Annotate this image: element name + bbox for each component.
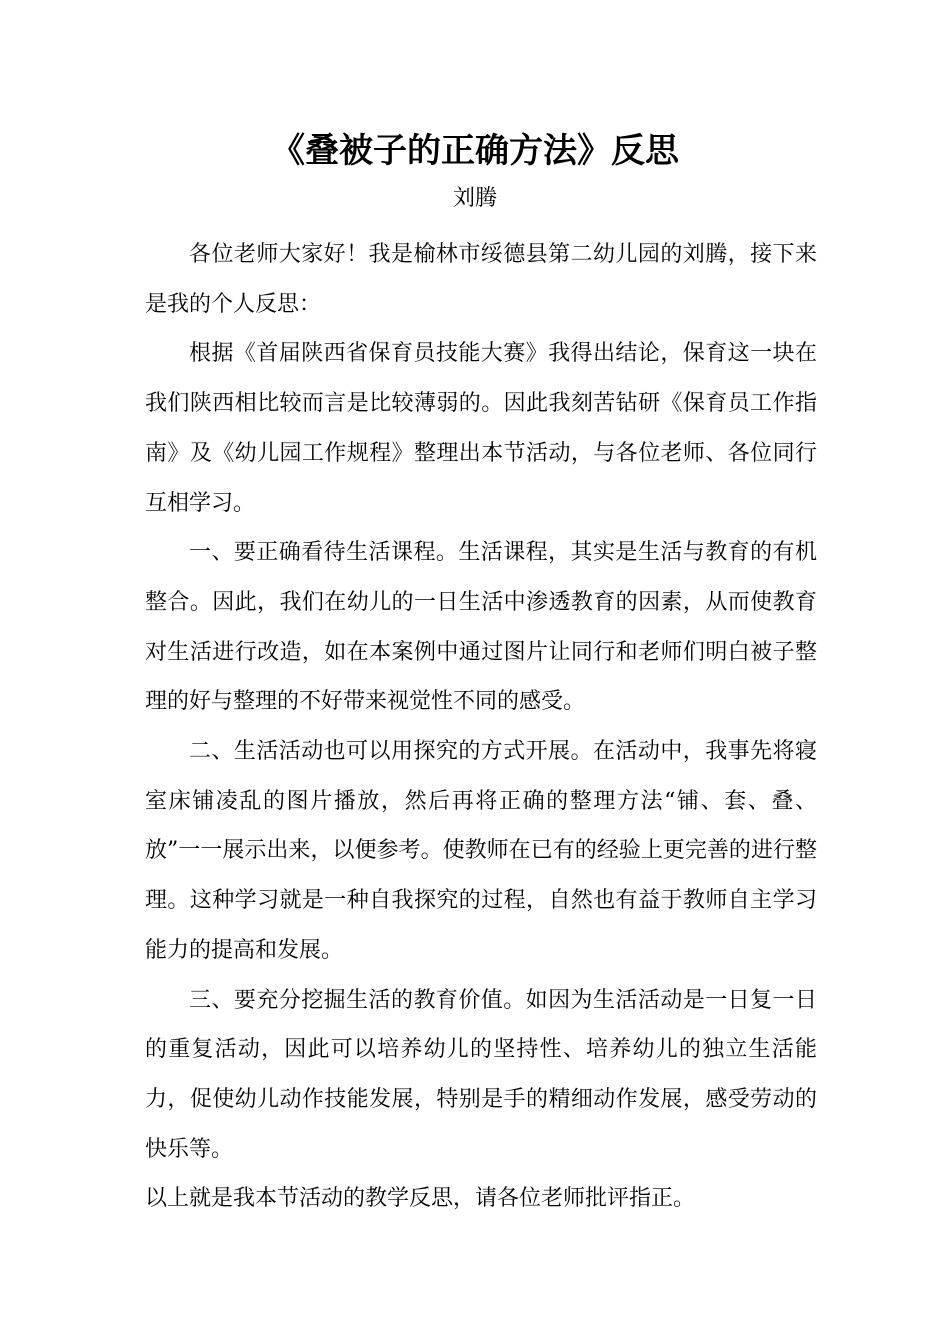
paragraph-point-one: 一、要正确看待生活课程。生活课程，其实是生活与教育的有机整合。因此，我们在幼儿的一日生活中渗透教育的因素，从而使教育对生活进行改造，如在本案例中通过图片让同行和老师们明白被子整理的好与整理的不好带来视觉性不同的感受。	[145, 540, 817, 715]
document-body	[145, 230, 817, 1224]
paragraph-point-three: 三、要充分挖掘生活的教育价值。如因为生活活动是一日复一日的重复活动，因此可以培养幼儿的坚持性、培养幼儿的独立生活能力，促使幼儿动作技能发展，特别是手的精细动作发展，感受劳动的快乐等。	[145, 987, 817, 1162]
document-title: 《叠被子的正确方法》反思	[271, 131, 679, 171]
author-name: 刘腾	[452, 186, 497, 211]
paragraph-background: 根据《首届陕西省保育员技能大赛》我得出结论，保育这一块在我们陕西相比较而言是比较薄弱的。因此我刻苦钻研《保育员工作指南》及《幼儿园工作规程》整理出本节活动，与各位老师、各位同行互相学习。	[145, 341, 817, 516]
paragraph-greeting: 各位老师大家好！我是榆林市绥德县第二幼儿园的刘腾，接下来是我的个人反思：	[145, 242, 817, 317]
paragraph-point-two: 二、生活活动也可以用探究的方式开展。在活动中，我事先将寝室床铺凌乱的图片播放，然后再将正确的整理方法“铺、套、叠、放”一一展示出来，以便参考。使教师在已有的经验上更完善的进行整理。这种学习就是一种自我探究的过程，自然也有益于教师自主学习能力的提高和发展。	[145, 739, 817, 963]
paragraph-closing: 以上就是我本节活动的教学反思，请各位老师批评指正。	[145, 1186, 696, 1212]
